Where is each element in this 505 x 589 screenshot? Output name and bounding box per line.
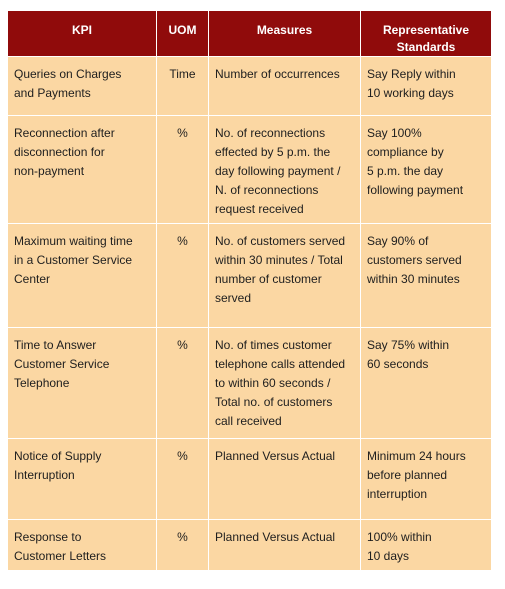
uom-cell: % xyxy=(157,116,209,224)
standards-cell: Say 90% of customers served within 30 minutes xyxy=(361,224,492,328)
kpi-cell: Maximum waiting time in a Customer Service Center xyxy=(8,224,157,328)
measures-cell: No. of times customer telephone calls attended to within 60 seconds / Total no. of customers call received xyxy=(209,328,361,439)
table-row xyxy=(8,57,492,116)
kpi-cell: Notice of Supply Interruption xyxy=(8,439,157,520)
kpi-table xyxy=(7,10,492,571)
standards-cell: Minimum 24 hours before planned interruption xyxy=(361,439,492,520)
measures-cell: No. of reconnections effected by 5 p.m. the day following payment / N. of reconnections request received xyxy=(209,116,361,224)
standards-cell: Say 100% compliance by 5 p.m. the day following payment xyxy=(361,116,492,224)
measures-cell: No. of customers served within 30 minutes / Total number of customer served xyxy=(209,224,361,328)
header-measures: Measures xyxy=(209,11,361,57)
uom-cell: Time xyxy=(157,57,209,116)
uom-cell: % xyxy=(157,328,209,439)
table-row xyxy=(8,116,492,224)
header-row xyxy=(8,11,492,57)
uom-cell: % xyxy=(157,224,209,328)
kpi-cell: Response to Customer Letters xyxy=(8,520,157,571)
standards-cell: Say 75% within 60 seconds xyxy=(361,328,492,439)
measures-cell: Number of occurrences xyxy=(209,57,361,116)
uom-cell: % xyxy=(157,439,209,520)
header-uom: UOM xyxy=(157,11,209,57)
uom-cell: % xyxy=(157,520,209,571)
table-row xyxy=(8,439,492,520)
header-standards: Representative Standards xyxy=(361,11,492,57)
kpi-cell: Queries on Charges and Payments xyxy=(8,57,157,116)
measures-cell: Planned Versus Actual xyxy=(209,520,361,571)
standards-cell: 100% within 10 days xyxy=(361,520,492,571)
measures-cell: Planned Versus Actual xyxy=(209,439,361,520)
table-row xyxy=(8,224,492,328)
header-kpi: KPI xyxy=(8,11,157,57)
kpi-cell: Time to Answer Customer Service Telephone xyxy=(8,328,157,439)
standards-cell: Say Reply within 10 working days xyxy=(361,57,492,116)
table-row xyxy=(8,328,492,439)
kpi-cell: Reconnection after disconnection for non-payment xyxy=(8,116,157,224)
table-row xyxy=(8,520,492,571)
